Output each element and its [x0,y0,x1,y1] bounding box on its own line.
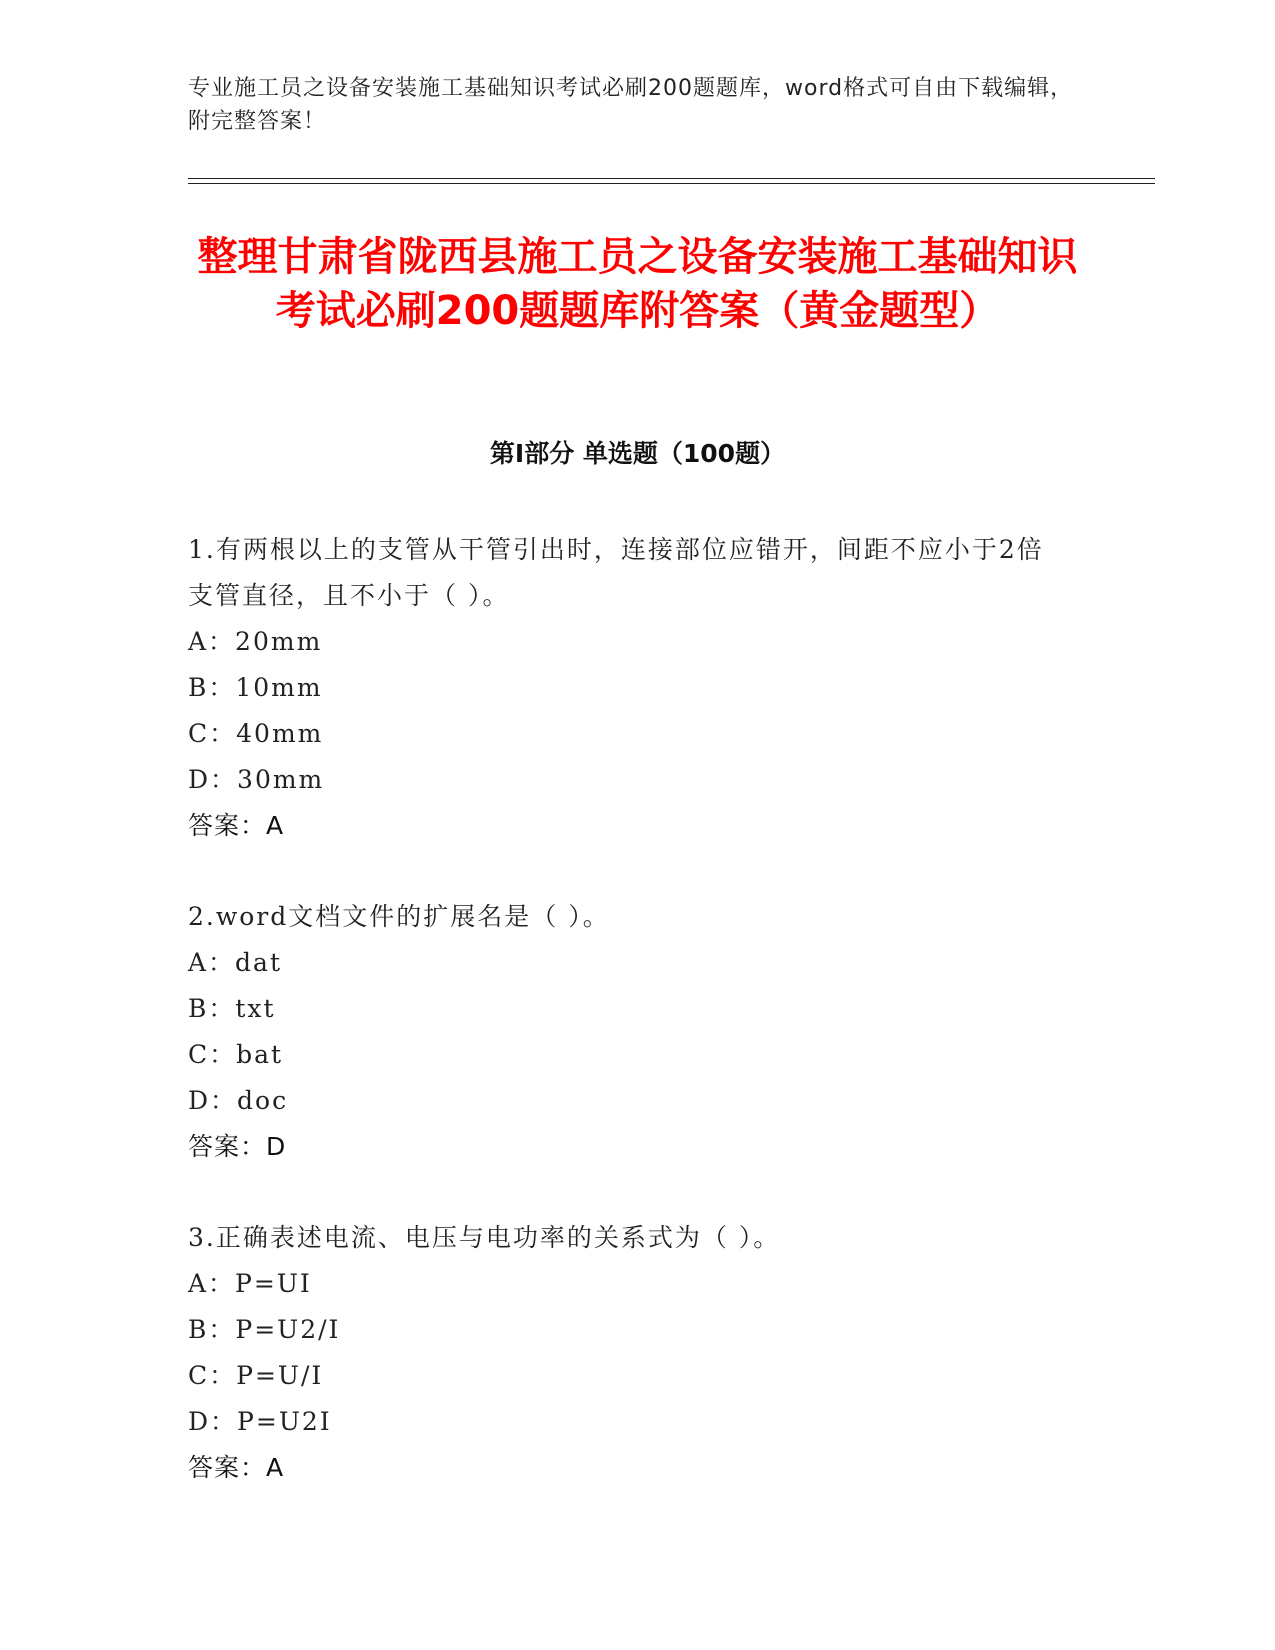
question-3 [188,1215,1068,1491]
option-b: B：txt [188,994,276,1023]
option-a: A：dat [188,948,283,977]
document-title: 整理甘肃省陇西县施工员之设备安装施工基础知识考试必刷200题题库附答案（黄金题型） [197,234,1078,334]
option-c: C：P=U/I [188,1361,324,1390]
question-list [188,527,1068,1536]
header-divider-bottom [188,183,1155,184]
question-stem: 3.正确表述电流、电压与电功率的关系式为（ ）。 [188,1223,781,1252]
answer-line: 答案：A [188,1453,285,1482]
answer-line: 答案：D [188,1132,287,1161]
header-note: 专业施工员之设备安装施工基础知识考试必刷200题题库，word格式可自由下载编辑，附完整答案！ [188,76,1074,134]
question-stem: 2.word文档文件的扩展名是（ ）。 [188,902,610,931]
option-a: A：20mm [188,627,323,656]
option-d: D：P=U2I [188,1407,332,1436]
question-2 [188,894,1068,1170]
option-b: B：P=U2/I [188,1315,341,1344]
section-heading: 第I部分 单选题（100题） [489,439,786,468]
option-c: C：bat [188,1040,284,1069]
option-c: C：40mm [188,719,324,748]
header-divider-top [188,178,1155,179]
option-a: A：P=UI [188,1269,312,1298]
question-stem: 1.有两根以上的支管从干管引出时，连接部位应错开，间距不应小于2倍支管直径，且不小于（ ）。 [188,535,1044,610]
question-1 [188,527,1068,849]
option-b: B：10mm [188,673,323,702]
option-d: D：doc [188,1086,289,1115]
option-d: D：30mm [188,765,325,794]
answer-line: 答案：A [188,811,285,840]
